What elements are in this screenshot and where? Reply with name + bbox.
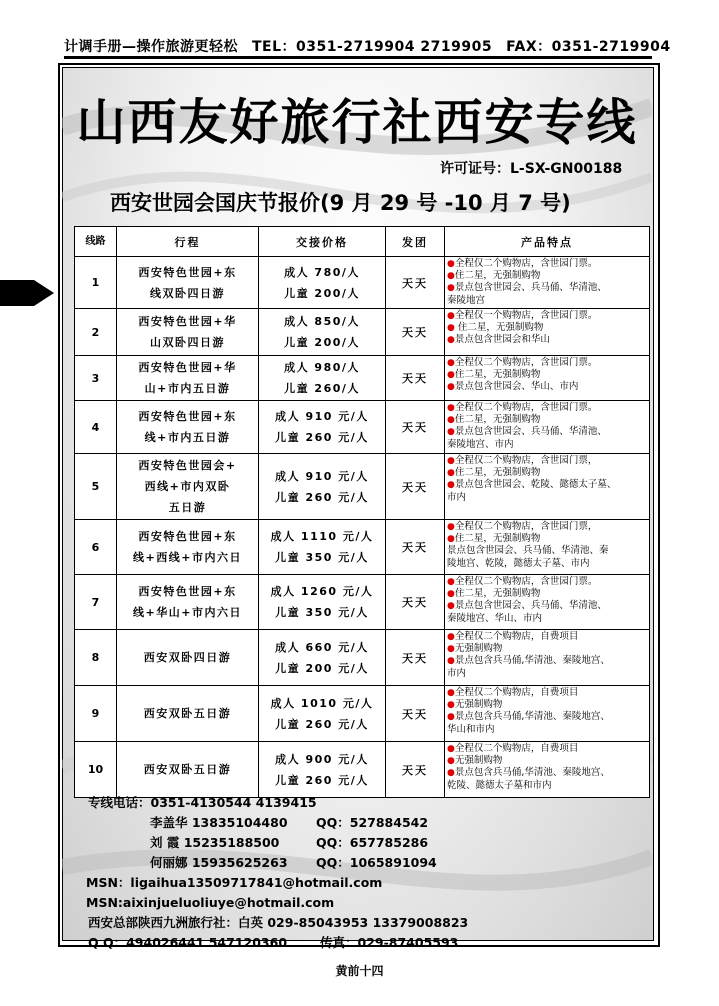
features [445, 257, 650, 309]
bullet-icon: ● [447, 644, 455, 655]
route-number: 9 [75, 686, 117, 742]
route-name: 西安特色世园+东 线+市内五日游 [117, 401, 259, 454]
table-row [75, 401, 650, 454]
route-price: 成人 660 元/人 儿童 200 元/人 [259, 630, 386, 686]
header-line [64, 36, 671, 56]
bullet-icon: ● [447, 688, 455, 698]
feature-line: ●全程仅二个购物店，自费项目 [447, 631, 579, 642]
feature-line: ●住二星，无强制购物 [447, 369, 541, 381]
features [445, 630, 650, 686]
feature-line: ● 住二星，无强制购物 [447, 322, 544, 334]
route-price: 成人 910 元/人 儿童 260 元/人 [259, 454, 386, 520]
table-row [75, 454, 650, 520]
table-row [75, 686, 650, 742]
header-feat: 产品特点 [445, 227, 650, 257]
table-row [75, 309, 650, 356]
header-no: 线路 [75, 227, 117, 257]
header-route: 行程 [117, 227, 259, 257]
header-rule [64, 56, 652, 59]
bullet-icon: ● [447, 632, 455, 642]
header-price: 交接价格 [259, 227, 386, 257]
table-row [75, 356, 650, 401]
route-price: 成人 780/人 儿童 200/人 [259, 257, 386, 309]
route-number: 7 [75, 575, 117, 630]
route-price: 成人 1110 元/人 儿童 350 元/人 [259, 520, 386, 575]
route-price: 成人 850/人 儿童 200/人 [259, 309, 386, 356]
feature-line: ●景点包含兵马俑,华清池、秦陵地宫、 [447, 767, 610, 779]
page-title: 山西友好旅行社西安专线 [76, 94, 638, 151]
header-slogan: 计调手册—操作旅游更轻松 [64, 39, 238, 55]
departure: 天天 [386, 520, 445, 575]
feature-line: ●住二星，无强制购物 [447, 414, 541, 426]
feature-line: ●全程仅二个购物店，含世园门票。 [447, 258, 598, 269]
header-tel: TEL：0351-2719904 2719905 [252, 39, 493, 55]
table-row [75, 575, 650, 630]
departure: 天天 [386, 309, 445, 356]
feature-line: ●住二星，无强制购物 [447, 588, 541, 600]
feature-line: ●住二星，无强制购物 [447, 533, 541, 545]
bullet-icon: ● [447, 589, 455, 600]
feature-line: ●全程仅二个购物店，自费项目 [447, 687, 579, 698]
route-price: 成人 980/人 儿童 260/人 [259, 356, 386, 401]
route-number: 2 [75, 309, 117, 356]
features [445, 401, 650, 454]
departure: 天天 [386, 575, 445, 630]
departure: 天天 [386, 630, 445, 686]
features [445, 356, 650, 401]
feature-line: ●景点包含世园会、兵马俑、华清池、 [447, 426, 607, 438]
bullet-icon: ● [447, 335, 455, 346]
feature-line: 秦陵地宫、华山、市内 [447, 612, 543, 624]
feature-line: 市内 [447, 491, 467, 503]
feature-line: ●无强制购物 [447, 755, 503, 767]
feature-line: ●景点包含世园会、兵马俑、华清池、 [447, 600, 607, 612]
contact-qq-1: QQ：527884542 [316, 815, 429, 830]
contact-qq-3: QQ：1065891094 [316, 855, 437, 870]
route-name: 西安特色世园+东 线+西线+市内六日 [117, 520, 259, 575]
departure: 天天 [386, 686, 445, 742]
features [445, 520, 650, 575]
feature-line: ●全程仅二个购物店，含世园门票， [447, 455, 598, 466]
table-header-row [75, 227, 650, 257]
bullet-icon: ● [447, 480, 455, 491]
departure: 天天 [386, 356, 445, 401]
msn-1: MSN：ligaihua13509717841@hotmail.com [86, 875, 383, 890]
feature-line: ●景点包含世园会、兵马俑、华清池、 [447, 282, 607, 294]
bullet-icon: ● [447, 323, 455, 334]
page-marker-arrow-icon [0, 280, 34, 306]
feature-line: ●全程仅二个购物店，含世园门票。 [447, 576, 598, 587]
bullet-icon: ● [447, 468, 455, 479]
route-number: 3 [75, 356, 117, 401]
qq-numbers: Q Q：494026441 547120360 [88, 935, 288, 950]
feature-line: 秦陵地宫、市内 [447, 438, 514, 450]
table-row [75, 630, 650, 686]
bullet-icon: ● [447, 601, 455, 612]
feature-line: ●景点包含世园会、华山、市内 [447, 381, 579, 393]
route-name: 西安双卧五日游 [117, 742, 259, 798]
route-number: 5 [75, 454, 117, 520]
contact-name-1: 李盖华 13835104480 [150, 815, 288, 830]
route-number: 8 [75, 630, 117, 686]
bullet-icon: ● [447, 656, 455, 667]
route-number: 10 [75, 742, 117, 798]
features [445, 686, 650, 742]
bullet-icon: ● [447, 358, 455, 368]
feature-line: ●景点包含兵马俑,华清池、秦陵地宫、 [447, 711, 610, 723]
feature-line: ●全程仅二个购物店，自费项目 [447, 743, 579, 754]
route-price: 成人 910 元/人 儿童 260 元/人 [259, 401, 386, 454]
departure: 天天 [386, 454, 445, 520]
route-price: 成人 1010 元/人 儿童 260 元/人 [259, 686, 386, 742]
table-row [75, 742, 650, 798]
header-fax: FAX：0351-2719904 [506, 39, 671, 55]
bullet-icon: ● [447, 577, 455, 587]
msn-2: MSN:aixinjueluoliuye@hotmail.com [86, 895, 335, 910]
feature-line: ●住二星，无强制购物 [447, 270, 541, 282]
departure: 天天 [386, 401, 445, 454]
feature-line: 华山和市内 [447, 723, 495, 735]
features [445, 575, 650, 630]
feature-line: ●景点包含世园会和华山 [447, 334, 550, 346]
bullet-icon: ● [447, 259, 455, 269]
license-number: 许可证号：L-SX-GN00188 [440, 161, 623, 177]
bullet-icon: ● [447, 756, 455, 767]
route-name: 西安特色世园+华 山+市内五日游 [117, 356, 259, 401]
departure: 天天 [386, 742, 445, 798]
bullet-icon: ● [447, 712, 455, 723]
bullet-icon: ● [447, 768, 455, 779]
bullet-icon: ● [447, 370, 455, 381]
page-marker-arrow-head [34, 280, 54, 306]
price-subtitle: 西安世园会国庆节报价(9 月 29 号 -10 月 7 号) [110, 191, 571, 215]
contact-block [88, 793, 468, 953]
bullet-icon: ● [447, 534, 455, 545]
departure: 天天 [386, 257, 445, 309]
features [445, 454, 650, 520]
headquarters: 西安总部陕西九洲旅行社：白英 029-85043953 13379008823 [88, 915, 469, 930]
route-name: 西安特色世园+东 线+华山+市内六日 [117, 575, 259, 630]
table-row [75, 257, 650, 309]
feature-line: ●无强制购物 [447, 643, 503, 655]
feature-line: 秦陵地宫 [447, 294, 486, 306]
feature-line: ●全程仅二个购物店，含世园门票。 [447, 357, 598, 368]
feature-line: 景点包含世园会、兵马俑、华清池、秦 [447, 545, 609, 557]
table-row [75, 520, 650, 575]
contact-qq-2: QQ：657785286 [316, 835, 429, 850]
bullet-icon: ● [447, 382, 455, 393]
feature-line: ●全程仅一个购物店，含世园门票。 [447, 310, 598, 321]
contact-name-3: 何丽娜 15935625263 [150, 855, 288, 870]
route-name: 西安双卧四日游 [117, 630, 259, 686]
bullet-icon: ● [447, 744, 455, 754]
route-number: 1 [75, 257, 117, 309]
header-dep: 发团 [386, 227, 445, 257]
feature-line: 市内 [447, 667, 467, 679]
route-price: 成人 900 元/人 儿童 260 元/人 [259, 742, 386, 798]
bullet-icon: ● [447, 700, 455, 711]
route-name: 西安特色世园会+ 西线+市内双卧 五日游 [117, 454, 259, 520]
bullet-icon: ● [447, 403, 455, 413]
route-number: 6 [75, 520, 117, 575]
bullet-icon: ● [447, 271, 455, 282]
feature-line: ●全程仅二个购物店，含世园门票。 [447, 402, 598, 413]
price-table [74, 226, 650, 798]
route-price: 成人 1260 元/人 儿童 350 元/人 [259, 575, 386, 630]
bullet-icon: ● [447, 283, 455, 294]
bullet-icon: ● [447, 456, 455, 466]
contact-fax: 传真：029-87405593 [320, 935, 459, 950]
bullet-icon: ● [447, 311, 455, 321]
feature-line: ●住二星，无强制购物 [447, 467, 541, 479]
bullet-icon: ● [447, 415, 455, 426]
page-footer: 黄前十四 [335, 964, 384, 978]
contact-name-2: 刘 霞 15235188500 [150, 835, 280, 850]
feature-line: ●无强制购物 [447, 699, 503, 711]
route-name: 西安双卧五日游 [117, 686, 259, 742]
features [445, 309, 650, 356]
hotline: 专线电话：0351-4130544 4139415 [88, 795, 317, 810]
feature-line: ●全程仅二个购物店，含世园门票， [447, 521, 598, 532]
feature-line: 乾陵、懿德太子墓和市内 [447, 779, 552, 791]
route-name: 西安特色世园+东 线双卧四日游 [117, 257, 259, 309]
bullet-icon: ● [447, 522, 455, 532]
feature-line: ●景点包含兵马俑,华清池、秦陵地宫、 [447, 655, 610, 667]
route-number: 4 [75, 401, 117, 454]
features [445, 742, 650, 798]
route-name: 西安特色世园+华 山双卧四日游 [117, 309, 259, 356]
bullet-icon: ● [447, 427, 455, 438]
feature-line: 陵地宫、乾陵，懿德太子墓、市内 [447, 557, 590, 569]
feature-line: ●景点包含世园会、乾陵、懿德太子墓、 [447, 479, 617, 491]
